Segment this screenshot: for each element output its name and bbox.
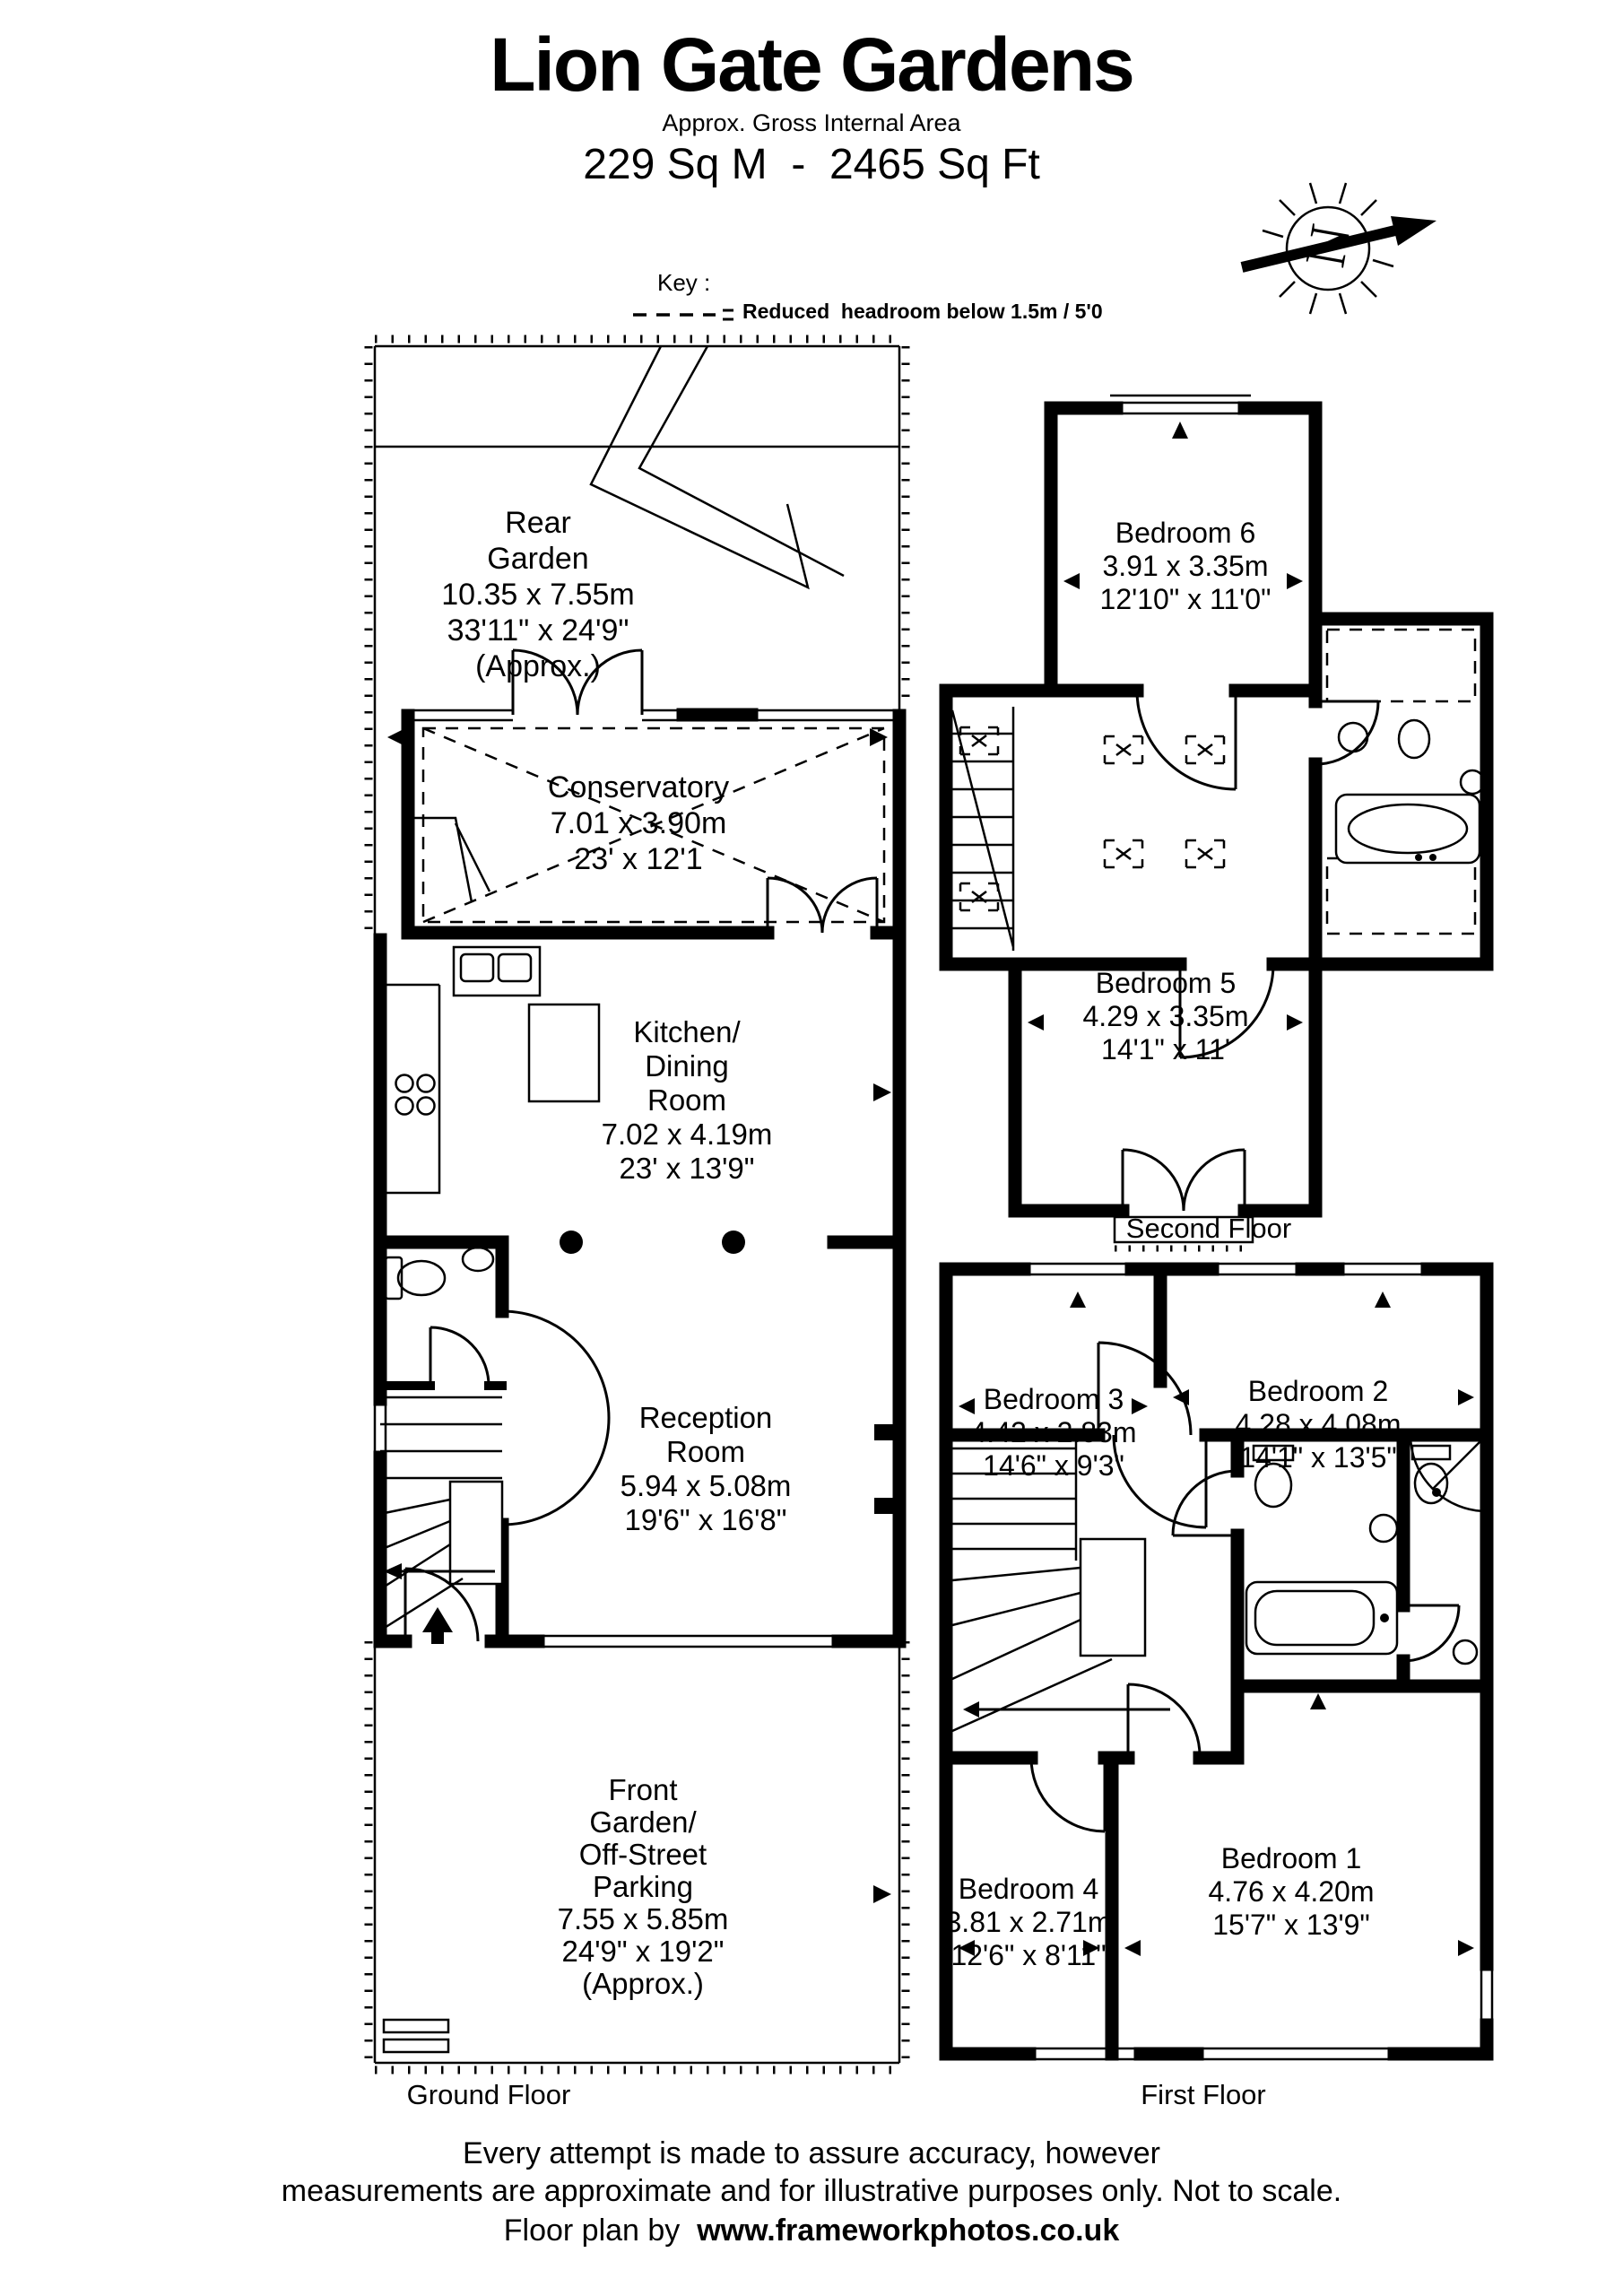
key-item-reduced-headroom: Reduced headroom below 1.5m / 5'0 [742, 300, 1103, 323]
room-label-bedroom-1 [1209, 1842, 1375, 1942]
label-line: 4.76 x 4.20m [1208, 1875, 1375, 1908]
label-line: 4.29 x 3.35m [1082, 1000, 1249, 1032]
label-line: 3.81 x 2.71m [945, 1906, 1112, 1938]
room-label-bedroom-6 [1100, 517, 1271, 616]
label-line: Kitchen/ [633, 1015, 741, 1048]
label-line: Reception [638, 1401, 773, 1434]
label-line: 14'6" x 9'3" [983, 1449, 1124, 1482]
label-line: 19'6" x 16'8" [624, 1503, 787, 1536]
wc-toilet-icon [386, 1257, 445, 1299]
entrance-arrow-icon [422, 1607, 453, 1644]
label-line: 4.28 x 4.08m [1235, 1408, 1402, 1440]
label-line: 4.42 x 2.83m [970, 1416, 1137, 1448]
label-line: 15'7" x 13'9" [1212, 1909, 1370, 1941]
label-line: 33'11" x 24'9" [447, 613, 629, 648]
room-label-kitchen-dining [602, 1015, 773, 1186]
room-label-bedroom-3 [971, 1383, 1137, 1483]
floor-label-first: First Floor [1141, 2079, 1266, 2110]
label-line: Dining [645, 1049, 729, 1083]
key-dashed-symbol [633, 310, 733, 319]
credit-prefix: Floor plan by [503, 2213, 698, 2248]
wc-basin-icon [463, 1248, 493, 1271]
first-bathroom-fixtures [1246, 1446, 1397, 1654]
floor-label-ground: Ground Floor [406, 2079, 571, 2110]
label-line: Bedroom 1 [1220, 1842, 1362, 1874]
disclaimer-line-1: Every attempt is made to assure accuracy, however [463, 2136, 1160, 2170]
key-label: Key : [657, 269, 711, 296]
label-line: 14'1" x 11' [1101, 1033, 1230, 1065]
label-line: Conservatory [547, 770, 730, 804]
label-line: 3.91 x 3.35m [1102, 550, 1269, 582]
label-line: Front [608, 1773, 678, 1806]
room-label-front-garden [558, 1774, 729, 2000]
room-label-reception [621, 1401, 792, 1537]
page-subtitle: Approx. Gross Internal Area [662, 109, 961, 136]
label-line: 23' x 12'1 [574, 842, 703, 876]
label-line: Bedroom 2 [1247, 1375, 1389, 1407]
label-line: (Approx.) [582, 1967, 704, 2000]
label-line: Bedroom 4 [958, 1873, 1099, 1905]
label-line: 14'1" x 13'5" [1239, 1441, 1397, 1474]
label-line: 23' x 13'9" [619, 1152, 755, 1185]
label-line: 7.02 x 4.19m [601, 1118, 773, 1151]
floor-label-second: Second Floor [1125, 1213, 1292, 1244]
label-line: 10.35 x 7.55m [441, 578, 635, 612]
shower-room-fixtures [1410, 1435, 1487, 1664]
label-line: Bedroom 3 [983, 1383, 1124, 1415]
compass-north-letter: N [1292, 220, 1363, 272]
label-line: Rear [505, 506, 571, 540]
label-line: 24'9" x 19'2" [561, 1935, 725, 1968]
room-label-rear-garden [441, 505, 634, 684]
label-line: Bedroom 6 [1115, 517, 1256, 549]
label-line: Parking [593, 1870, 693, 1903]
credit-line [504, 2213, 1120, 2248]
label-line: 12'6" x 8'11" [950, 1939, 1107, 1971]
fridge-unit-icon [529, 1004, 599, 1101]
page-title: Lion Gate Gardens [490, 22, 1133, 107]
label-line: 7.55 x 5.85m [557, 1902, 729, 1935]
label-line: Garden [487, 542, 589, 576]
second-bathroom-fixtures [1336, 720, 1484, 863]
label-line: 5.94 x 5.08m [620, 1469, 792, 1502]
room-label-bedroom-5 [1083, 967, 1249, 1066]
credit-website: www.frameworkphotos.co.uk [697, 2213, 1120, 2248]
label-line: Room [665, 1435, 746, 1468]
label-line: 7.01 x 3.90m [550, 806, 727, 840]
label-line: (Approx.) [475, 649, 601, 683]
disclaimer-line-2: measurements are approximate and for illustrative purposes only. Not to scale. [281, 2174, 1342, 2208]
room-label-bedroom-4 [946, 1873, 1112, 1972]
label-line: 12'10" x 11'0" [1099, 583, 1271, 615]
label-line: Off-Street [578, 1838, 707, 1871]
room-label-bedroom-2 [1236, 1375, 1402, 1474]
ground-stairs [380, 1397, 502, 1631]
label-line: Room [647, 1083, 727, 1117]
gross-internal-area: 229 Sq M - 2465 Sq Ft [583, 141, 1040, 188]
hob-icon [396, 1075, 435, 1115]
room-label-conservatory [548, 770, 729, 877]
kitchen-sink-icon [454, 947, 540, 996]
label-line: Garden/ [589, 1805, 697, 1839]
label-line: Bedroom 5 [1095, 967, 1237, 999]
